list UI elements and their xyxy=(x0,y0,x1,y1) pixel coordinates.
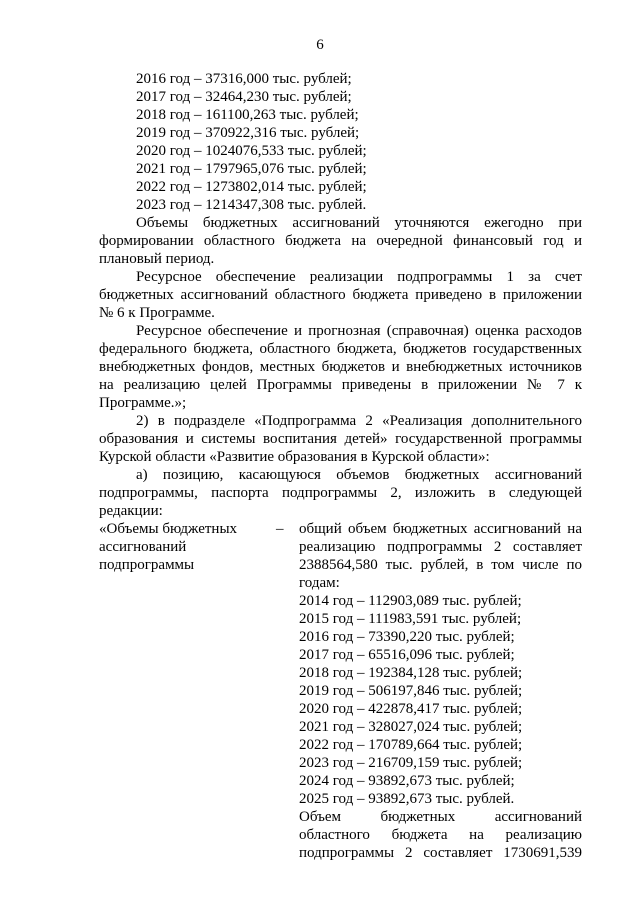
paragraph-line: редакции: xyxy=(99,503,163,519)
year-line: 2019 год – 370922,316 тыс. рублей; xyxy=(136,125,360,141)
table-right-cell-line: годам: xyxy=(299,575,340,591)
paragraph-line: Курской области «Развитие образования в Курской области»: xyxy=(99,449,490,465)
paragraph-line: Объемы бюджетных ассигнований уточняются ежегодно при xyxy=(136,215,582,231)
year-line: 2016 год – 37316,000 тыс. рублей; xyxy=(136,71,352,87)
table-year-line: 2019 год – 506197,846 тыс. рублей; xyxy=(299,683,523,699)
table-year-line: 2018 год – 192384,128 тыс. рублей; xyxy=(299,665,523,681)
table-year-line: 2016 год – 73390,220 тыс. рублей; xyxy=(299,629,515,645)
table-left-cell-line: «Объемы бюджетных xyxy=(99,521,238,537)
paragraph-line: федерального бюджета, областного бюджета, бюджетов государственных xyxy=(99,341,582,357)
table-dash: – xyxy=(276,521,284,537)
table-right-cell-line: общий объем бюджетных ассигнований на xyxy=(299,521,582,537)
year-line: 2020 год – 1024076,533 тыс. рублей; xyxy=(136,143,367,159)
year-line: 2021 год – 1797965,076 тыс. рублей; xyxy=(136,161,367,177)
paragraph-line: Ресурсное обеспечение реализации подпрограммы 1 за счет xyxy=(136,269,582,285)
table-year-line: 2017 год – 65516,096 тыс. рублей; xyxy=(299,647,515,663)
table-year-line: 2015 год – 111983,591 тыс. рублей; xyxy=(299,611,522,627)
table-right-cell-line: Объем бюджетных ассигнований xyxy=(299,809,582,825)
year-line: 2022 год – 1273802,014 тыс. рублей; xyxy=(136,179,367,195)
table-year-line: 2021 год – 328027,024 тыс. рублей; xyxy=(299,719,523,735)
paragraph-line: № 6 к Программе. xyxy=(99,305,215,321)
paragraph-line: 2) в подразделе «Подпрограмма 2 «Реализация дополнительного xyxy=(136,413,582,429)
paragraph-line: формировании областного бюджета на очередной финансовый год и xyxy=(99,233,582,249)
table-year-line: 2024 год – 93892,673 тыс. рублей; xyxy=(299,773,515,789)
paragraph-line: а) позицию, касающуюся объемов бюджетных ассигнований xyxy=(136,467,582,483)
page-number: 6 xyxy=(316,37,324,53)
table-year-line: 2014 год – 112903,089 тыс. рублей; xyxy=(299,593,522,609)
table-right-cell-line: областного бюджета на реализацию xyxy=(299,827,582,843)
table-year-line: 2023 год – 216709,159 тыс. рублей; xyxy=(299,755,523,771)
table-left-cell-line: подпрограммы xyxy=(99,557,195,573)
table-year-line: 2020 год – 422878,417 тыс. рублей; xyxy=(299,701,523,717)
year-line: 2023 год – 1214347,308 тыс. рублей. xyxy=(136,197,367,213)
paragraph-line: бюджетных ассигнований областного бюджета приведено в приложении xyxy=(99,287,582,303)
table-left-cell-line: ассигнований xyxy=(99,539,187,555)
paragraph-line: Программе.»; xyxy=(99,395,187,411)
table-year-line: 2025 год – 93892,673 тыс. рублей. xyxy=(299,791,515,807)
table-right-cell-line: подпрограммы 2 составляет 1730691,539 xyxy=(299,845,582,861)
paragraph-line: на реализацию целей Программы приведены в приложении № 7 к xyxy=(99,377,582,393)
paragraph-line: образования и системы воспитания детей» государственной программы xyxy=(99,431,582,447)
paragraph-line: Ресурсное обеспечение и прогнозная (справочная) оценка расходов xyxy=(136,323,582,339)
year-line: 2018 год – 161100,263 тыс. рублей; xyxy=(136,107,359,123)
year-line: 2017 год – 32464,230 тыс. рублей; xyxy=(136,89,352,105)
paragraph-line: внебюджетных фондов, местных бюджетов и внебюджетных источников xyxy=(99,359,582,375)
table-right-cell-line: 2388564,580 тыс. рублей, в том числе по xyxy=(299,557,582,573)
paragraph-line: плановый период. xyxy=(99,251,215,267)
paragraph-line: подпрограммы, паспорта подпрограммы 2, изложить в следующей xyxy=(99,485,582,501)
table-right-cell-line: реализацию подпрограммы 2 составляет xyxy=(299,539,582,555)
table-year-line: 2022 год – 170789,664 тыс. рублей; xyxy=(299,737,523,753)
